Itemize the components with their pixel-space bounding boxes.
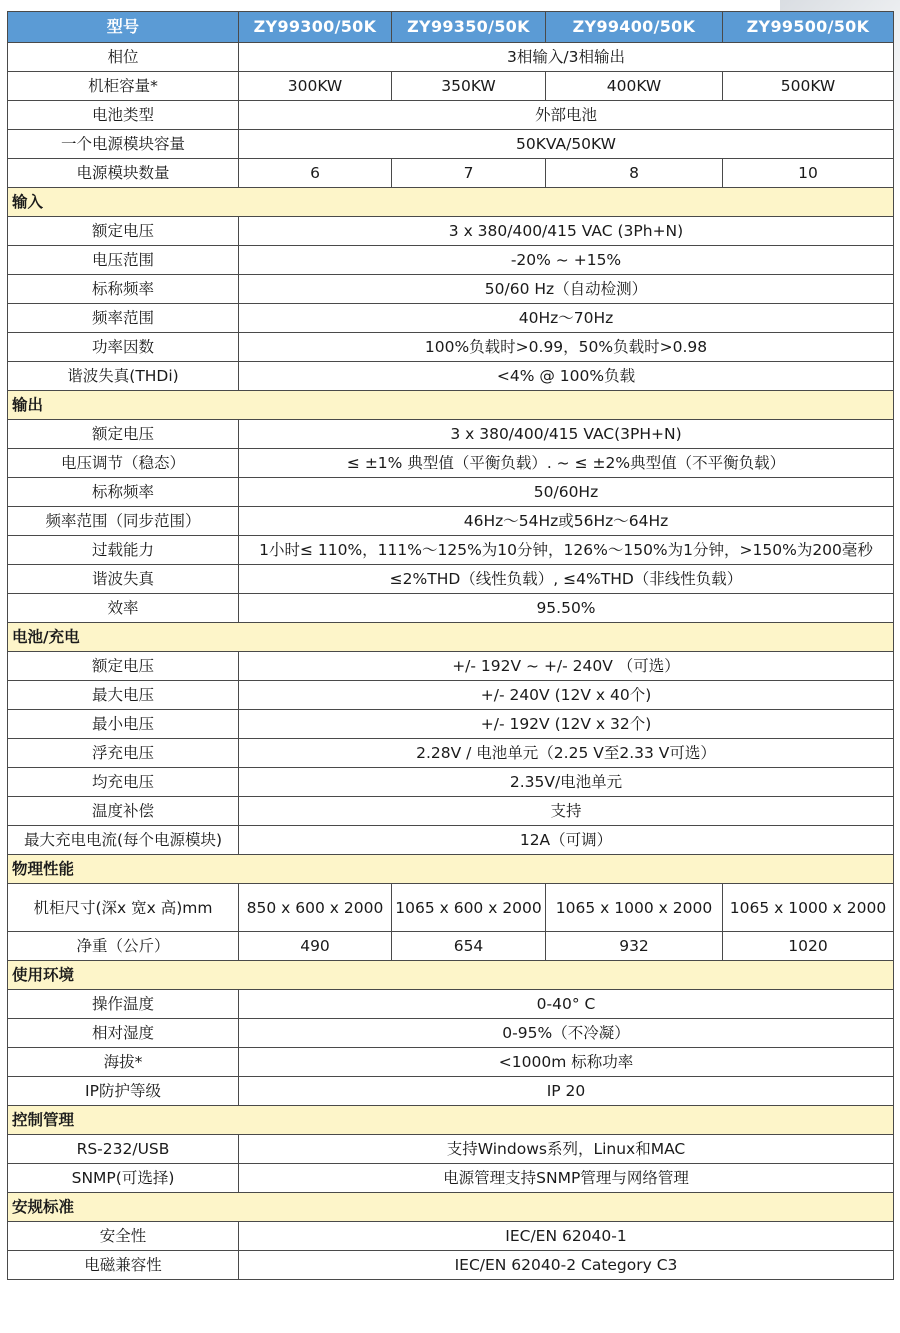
spec-value: 490	[239, 932, 392, 961]
spec-value: 7	[392, 159, 546, 188]
spec-value: 46Hz～54Hz或56Hz～64Hz	[239, 507, 894, 536]
spec-label: 浮充电压	[8, 739, 239, 768]
spec-row	[8, 246, 894, 275]
spec-label: RS-232/USB	[8, 1135, 239, 1164]
spec-label: 额定电压	[8, 420, 239, 449]
spec-value: 1小时≤ 110%，111%～125%为10分钟，126%～150%为1分钟，>150%为200毫秒	[239, 536, 894, 565]
spec-value: 3 x 380/400/415 VAC (3Ph+N)	[239, 217, 894, 246]
spec-label: 海拔*	[8, 1048, 239, 1077]
spec-value: 100%负载时>0.99，50%负载时>0.98	[239, 333, 894, 362]
spec-value: 10	[723, 159, 894, 188]
spec-value: 支持	[239, 797, 894, 826]
spec-row	[8, 1222, 894, 1251]
spec-label: 额定电压	[8, 652, 239, 681]
spec-row	[8, 1164, 894, 1193]
spec-row	[8, 304, 894, 333]
section-title: 电池/充电	[8, 623, 894, 652]
spec-row	[8, 362, 894, 391]
spec-label: 均充电压	[8, 768, 239, 797]
spec-row	[8, 449, 894, 478]
spec-row	[8, 681, 894, 710]
spec-value: 8	[546, 159, 723, 188]
spec-label: 电磁兼容性	[8, 1251, 239, 1280]
header-model-4: ZY99500/50K	[723, 12, 894, 43]
spec-row	[8, 1019, 894, 1048]
spec-value: 2.28V / 电池单元（2.25 V至2.33 V可选）	[239, 739, 894, 768]
spec-row	[8, 594, 894, 623]
spec-label: 频率范围（同步范围）	[8, 507, 239, 536]
spec-row	[8, 990, 894, 1019]
spec-row	[8, 884, 894, 932]
spec-value: 300KW	[239, 72, 392, 101]
header-model-1: ZY99300/50K	[239, 12, 392, 43]
spec-value: 1065 x 1000 x 2000	[546, 884, 723, 932]
spec-row	[8, 1135, 894, 1164]
section-header-row	[8, 855, 894, 884]
spec-value: 1065 x 600 x 2000	[392, 884, 546, 932]
spec-row	[8, 1251, 894, 1280]
section-title: 输出	[8, 391, 894, 420]
spec-table-body	[8, 43, 894, 1280]
spec-row	[8, 1048, 894, 1077]
spec-value: 6	[239, 159, 392, 188]
spec-label: 标称频率	[8, 478, 239, 507]
spec-label: 频率范围	[8, 304, 239, 333]
spec-value: <1000m 标称功率	[239, 1048, 894, 1077]
spec-value: 50KVA/50KW	[239, 130, 894, 159]
header-row	[8, 12, 894, 43]
spec-value: -20% ~ +15%	[239, 246, 894, 275]
spec-row	[8, 159, 894, 188]
header-model-label: 型号	[8, 12, 239, 43]
spec-label: SNMP(可选择)	[8, 1164, 239, 1193]
header-model-2: ZY99350/50K	[392, 12, 546, 43]
spec-row	[8, 43, 894, 72]
spec-value: +/- 192V ~ +/- 240V （可选）	[239, 652, 894, 681]
spec-row	[8, 932, 894, 961]
spec-value: 0-40° C	[239, 990, 894, 1019]
section-header-row	[8, 1193, 894, 1222]
section-header-row	[8, 623, 894, 652]
spec-value: 3 x 380/400/415 VAC(3PH+N)	[239, 420, 894, 449]
section-title: 物理性能	[8, 855, 894, 884]
spec-value: 40Hz～70Hz	[239, 304, 894, 333]
spec-value: 850 x 600 x 2000	[239, 884, 392, 932]
spec-value: 12A（可调）	[239, 826, 894, 855]
spec-label: 电压范围	[8, 246, 239, 275]
spec-value: 外部电池	[239, 101, 894, 130]
spec-label: 电池类型	[8, 101, 239, 130]
section-header-row	[8, 391, 894, 420]
section-title: 输入	[8, 188, 894, 217]
spec-value: <4% @ 100%负载	[239, 362, 894, 391]
spec-row	[8, 565, 894, 594]
spec-label: 机柜尺寸(深x 宽x 高)mm	[8, 884, 239, 932]
spec-value: 350KW	[392, 72, 546, 101]
spec-value: IEC/EN 62040-2 Category C3	[239, 1251, 894, 1280]
spec-value: 50/60 Hz（自动检测）	[239, 275, 894, 304]
spec-table	[7, 11, 894, 1280]
spec-row	[8, 72, 894, 101]
spec-label: 电压调节（稳态）	[8, 449, 239, 478]
spec-value: 2.35V/电池单元	[239, 768, 894, 797]
section-header-row	[8, 1106, 894, 1135]
spec-value: 500KW	[723, 72, 894, 101]
section-title: 控制管理	[8, 1106, 894, 1135]
section-title: 使用环境	[8, 961, 894, 990]
spec-label: 机柜容量*	[8, 72, 239, 101]
spec-label: 电源模块数量	[8, 159, 239, 188]
spec-row	[8, 420, 894, 449]
spec-value: +/- 240V (12V x 40个)	[239, 681, 894, 710]
spec-value: 95.50%	[239, 594, 894, 623]
spec-value: ≤ ±1% 典型值（平衡负载）. ~ ≤ ±2%典型值（不平衡负载）	[239, 449, 894, 478]
spec-value: 0-95%（不冷凝）	[239, 1019, 894, 1048]
spec-value: 932	[546, 932, 723, 961]
spec-label: 标称频率	[8, 275, 239, 304]
header-model-3: ZY99400/50K	[546, 12, 723, 43]
spec-value: IEC/EN 62040-1	[239, 1222, 894, 1251]
section-header-row	[8, 961, 894, 990]
spec-row	[8, 768, 894, 797]
spec-label: 相位	[8, 43, 239, 72]
section-header-row	[8, 188, 894, 217]
spec-row	[8, 217, 894, 246]
spec-value: 50/60Hz	[239, 478, 894, 507]
spec-label: 谐波失真(THDi)	[8, 362, 239, 391]
spec-row	[8, 797, 894, 826]
spec-row	[8, 710, 894, 739]
spec-row	[8, 130, 894, 159]
spec-row	[8, 478, 894, 507]
spec-label: 最大充电电流(每个电源模块)	[8, 826, 239, 855]
spec-value: 支持Windows系列，Linux和MAC	[239, 1135, 894, 1164]
spec-value: 654	[392, 932, 546, 961]
spec-value: 1020	[723, 932, 894, 961]
spec-label: 相对湿度	[8, 1019, 239, 1048]
spec-label: 最小电压	[8, 710, 239, 739]
spec-row	[8, 536, 894, 565]
spec-row	[8, 333, 894, 362]
spec-row	[8, 652, 894, 681]
section-title: 安规标准	[8, 1193, 894, 1222]
spec-label: 安全性	[8, 1222, 239, 1251]
spec-label: 功率因数	[8, 333, 239, 362]
spec-label: 温度补偿	[8, 797, 239, 826]
spec-label: IP防护等级	[8, 1077, 239, 1106]
spec-label: 谐波失真	[8, 565, 239, 594]
spec-label: 净重（公斤）	[8, 932, 239, 961]
spec-value: +/- 192V (12V x 32个)	[239, 710, 894, 739]
spec-value: IP 20	[239, 1077, 894, 1106]
spec-row	[8, 507, 894, 536]
spec-label: 操作温度	[8, 990, 239, 1019]
spec-row	[8, 1077, 894, 1106]
spec-label: 额定电压	[8, 217, 239, 246]
spec-row	[8, 101, 894, 130]
spec-value: 3相输入/3相输出	[239, 43, 894, 72]
spec-value: 400KW	[546, 72, 723, 101]
spec-row	[8, 275, 894, 304]
spec-row	[8, 826, 894, 855]
spec-value: 电源管理支持SNMP管理与网络管理	[239, 1164, 894, 1193]
spec-row	[8, 739, 894, 768]
spec-label: 效率	[8, 594, 239, 623]
spec-value: 1065 x 1000 x 2000	[723, 884, 894, 932]
spec-label: 过载能力	[8, 536, 239, 565]
spec-value: ≤2%THD（线性负载）, ≤4%THD（非线性负载）	[239, 565, 894, 594]
spec-label: 最大电压	[8, 681, 239, 710]
spec-label: 一个电源模块容量	[8, 130, 239, 159]
